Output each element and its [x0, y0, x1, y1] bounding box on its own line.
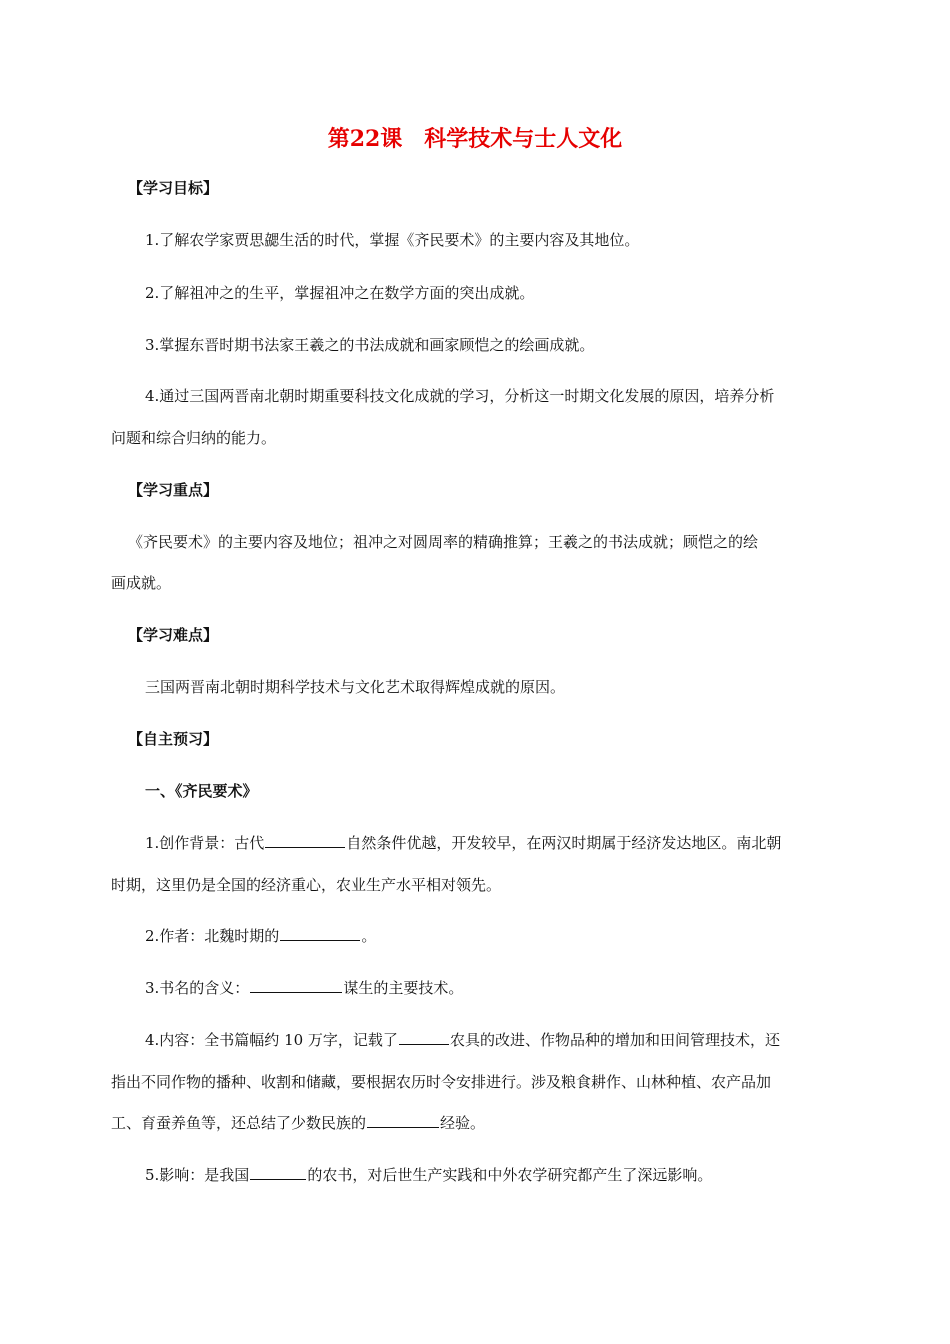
question-text: 经验。 [440, 1114, 486, 1132]
fill-blank[interactable] [265, 833, 345, 848]
difficulty-text: 三国两晋南北朝时期科学技术与文化艺术取得辉煌成就的原因。 [145, 678, 566, 696]
key-points-line-2: 画成就。 [111, 574, 172, 592]
section-heading-goals: 【学习目标】 [128, 179, 219, 197]
question-1-line-2: 时期，这里仍是全国的经济重心，农业生产水平相对领先。 [111, 876, 502, 894]
question-text: 2.作者：北魏时期的 [145, 927, 280, 945]
fill-blank[interactable] [399, 1030, 449, 1045]
question-5 [145, 1165, 885, 1185]
question-text: 1.创作背景：古代 [145, 834, 265, 852]
question-text: 谋生的主要技术。 [343, 979, 464, 997]
question-text: 5.影响：是我国 [145, 1166, 250, 1184]
fill-blank[interactable] [280, 926, 360, 941]
goal-4-line-1: 4.通过三国两晋南北朝时期重要科技文化成就的学习，分析这一时期文化发展的原因，培养分析 [145, 387, 775, 405]
goal-4-line-2: 问题和综合归纳的能力。 [111, 429, 277, 447]
question-text: 4.内容：全书篇幅约 10 万字，记载了 [145, 1031, 398, 1049]
goal-1: 1.了解农学家贾思勰生活的时代，掌握《齐民要术》的主要内容及其地位。 [145, 231, 640, 249]
question-text: 自然条件优越，开发较早，在两汉时期属于经济发达地区。南北朝 [346, 834, 782, 852]
question-text: 工、育蚕养鱼等，还总结了少数民族的 [111, 1114, 367, 1132]
question-text: 的农书，对后世生产实践和中外农学研究都产生了深远影响。 [307, 1166, 713, 1184]
question-4-line-3 [111, 1113, 851, 1133]
fill-blank[interactable] [250, 1165, 306, 1180]
fill-blank[interactable] [367, 1113, 439, 1128]
part-1-heading: 一、《齐民要术》 [145, 782, 258, 800]
goal-3: 3.掌握东晋时期书法家王羲之的书法成就和画家顾恺之的绘画成就。 [145, 336, 595, 354]
section-heading-difficulty: 【学习难点】 [128, 626, 219, 644]
question-3 [145, 978, 885, 998]
goal-2: 2.了解祖冲之的生平，掌握祖冲之在数学方面的突出成就。 [145, 284, 535, 302]
question-4-line-2: 指出不同作物的播种、收割和储藏，要根据农历时令安排进行。涉及粮食耕作、山林种植、农产品加 [111, 1073, 772, 1091]
section-heading-preview: 【自主预习】 [128, 730, 219, 748]
question-2 [145, 926, 885, 946]
lesson-title: 第22课 科学技术与士人文化 [327, 126, 623, 152]
question-text: 3.书名的含义： [145, 979, 250, 997]
question-4-line-1 [145, 1030, 885, 1050]
fill-blank[interactable] [250, 978, 342, 993]
question-text: 。 [361, 927, 377, 945]
question-text: 农具的改进、作物品种的增加和田间管理技术，还 [449, 1031, 780, 1049]
section-heading-key: 【学习重点】 [128, 481, 219, 499]
question-1-line-1 [145, 833, 885, 853]
key-points-line-1: 《齐民要术》的主要内容及地位；祖冲之对圆周率的精确推算；王羲之的书法成就；顾恺之的绘 [128, 533, 759, 551]
